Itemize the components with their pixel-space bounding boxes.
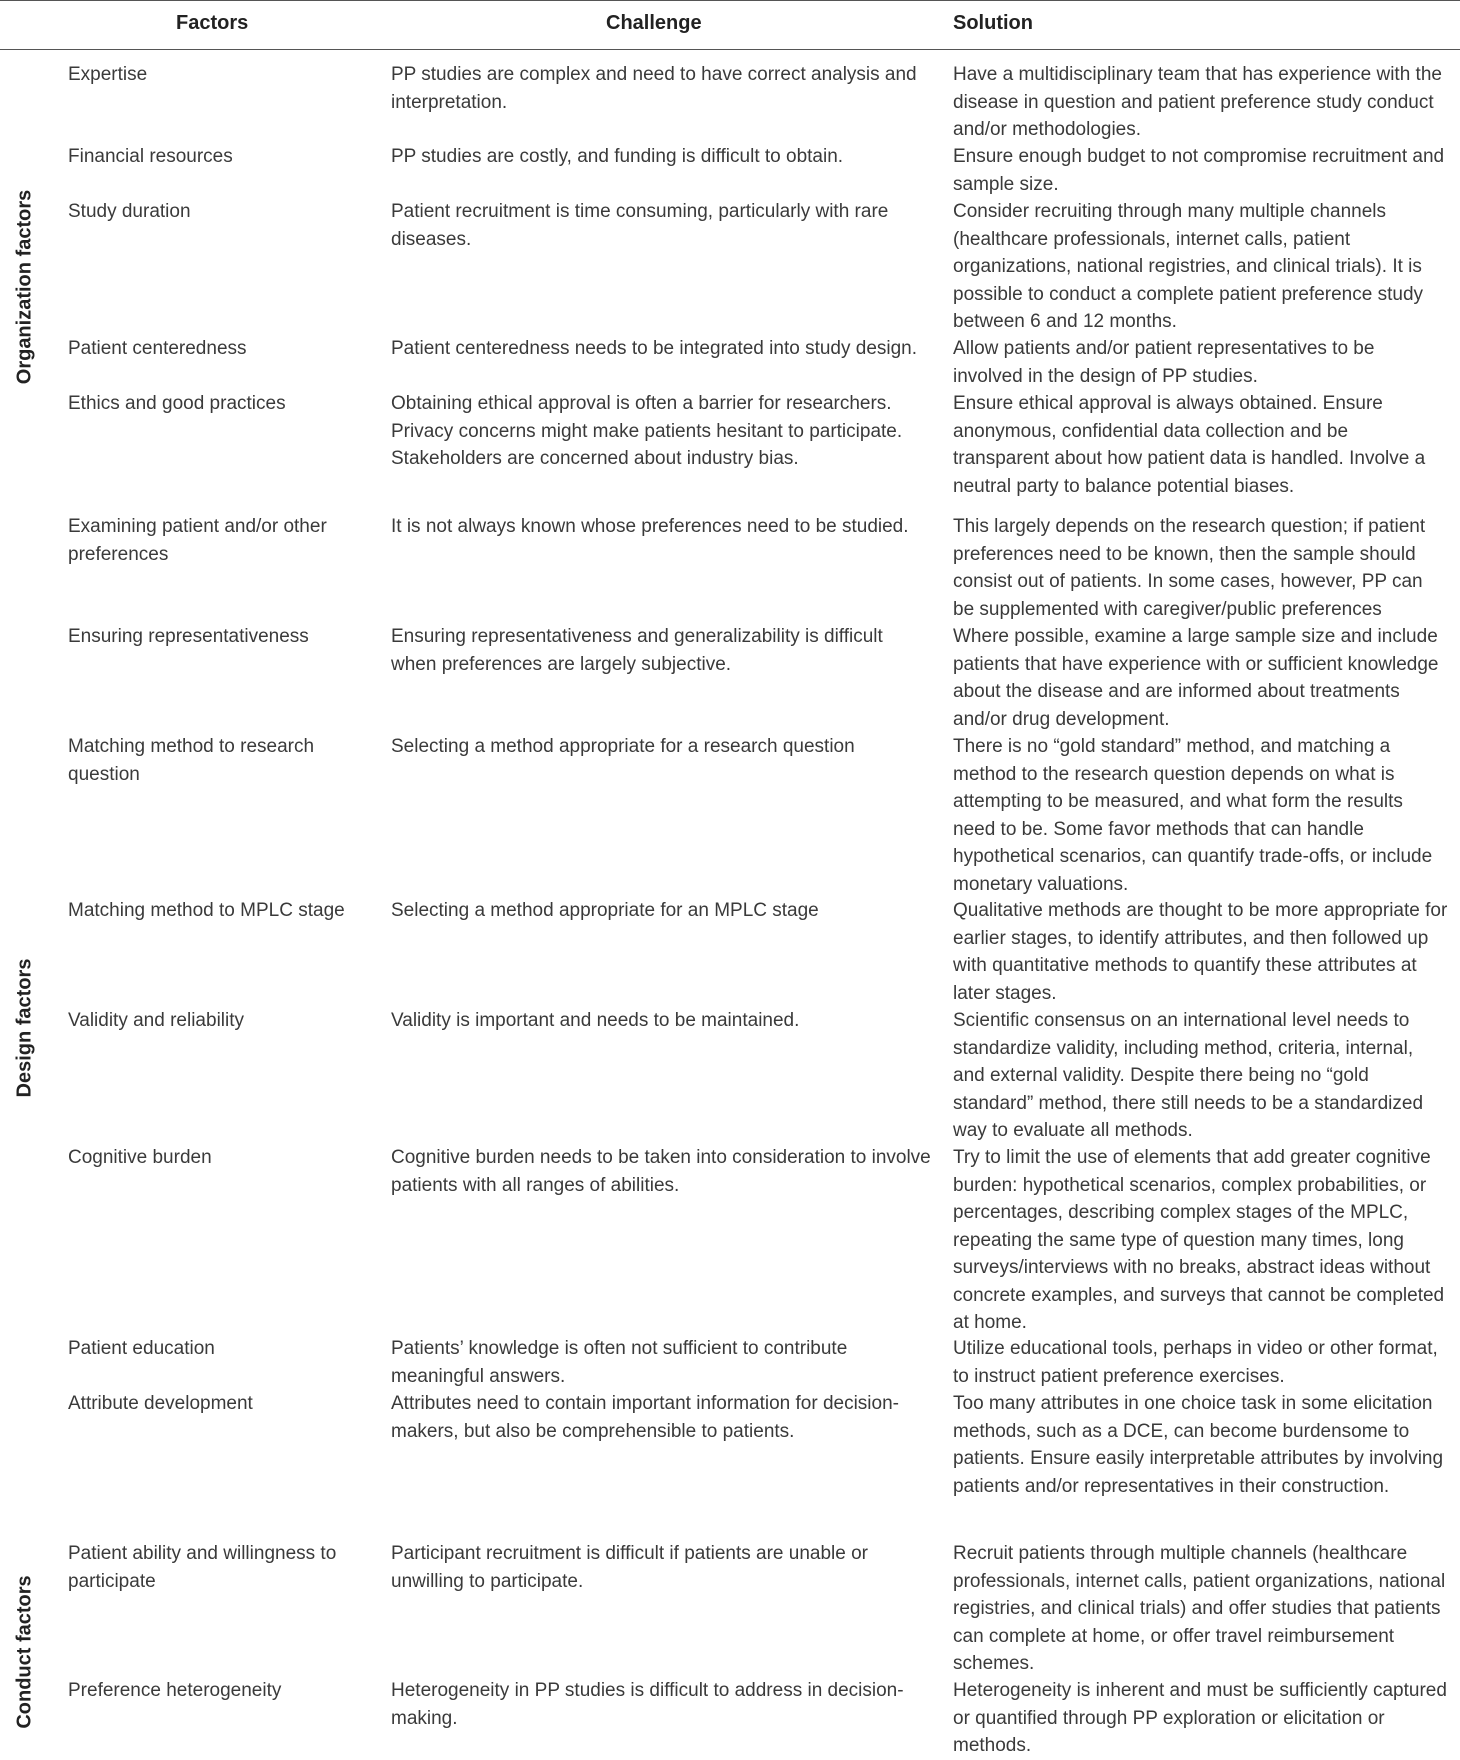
challenge-cell: Selecting a method appropriate for a research question xyxy=(391,736,855,757)
solution-cell: Utilize educational tools, perhaps in video or other format, to instruct patient preference exercises. xyxy=(953,1338,1438,1387)
factor-cell: Cognitive burden xyxy=(68,1147,212,1168)
factor-cell: Ensuring representativeness xyxy=(68,626,309,647)
solution-cell: Qualitative methods are thought to be more appropriate for earlier stages, to identify attributes, and then followed up with quantitative methods to quantify these attributes at later stages. xyxy=(953,900,1448,1004)
challenge-cell: Patient recruitment is time consuming, particularly with rare diseases. xyxy=(391,201,889,250)
challenge-cell: Cognitive burden needs to be taken into consideration to involve patients with all ranges of abilities. xyxy=(391,1147,931,1196)
challenge-cell: It is not always known whose preferences need to be studied. xyxy=(391,516,909,537)
challenge-cell: Patients’ knowledge is often not sufficient to contribute meaningful answers. xyxy=(391,1338,848,1387)
challenge-cell: Participant recruitment is difficult if patients are unable or unwilling to participate. xyxy=(391,1543,868,1592)
challenge-cell: PP studies are complex and need to have correct analysis and interpretation. xyxy=(391,64,917,113)
challenge-cell: Validity is important and needs to be maintained. xyxy=(391,1010,800,1031)
solution-cell: Have a multidisciplinary team that has experience with the disease in question and patient preference study conduct and/or methodologies. xyxy=(953,64,1442,140)
factor-cell: Financial resources xyxy=(68,146,233,167)
solution-cell: Ensure ethical approval is always obtained. Ensure anonymous, confidential data collection and be transparent about how patient data is handled. Involve a neutral party to balance potential biases. xyxy=(953,393,1426,497)
solution-cell: Ensure enough budget to not compromise recruitment and sample size. xyxy=(953,146,1445,195)
challenge-cell: Selecting a method appropriate for an MPLC stage xyxy=(391,900,819,921)
solution-cell: Heterogeneity is inherent and must be sufficiently captured or quantified through PP exploration or elicitation or methods. xyxy=(953,1680,1447,1756)
challenge-cell: Attributes need to contain important information for decision-makers, but also be comprehensible to patients. xyxy=(391,1393,899,1442)
challenge-cell: Patient centeredness needs to be integrated into study design. xyxy=(391,338,918,359)
group-label-design: Design factors xyxy=(13,958,36,1098)
solution-cell: This largely depends on the research question; if patient preferences need to be known, then the sample should consist out of patients. In some cases, however, PP can be supplemented with caregiver/public preferences xyxy=(953,516,1426,620)
factor-cell: Attribute development xyxy=(68,1393,253,1414)
factor-cell: Ethics and good practices xyxy=(68,393,286,414)
solution-cell: Try to limit the use of elements that add greater cognitive burden: hypothetical scenarios, complex probabilities, or percentages, describing complex stages of the MPLC, repeating the same type of question many times, long surveys/interviews with no breaks, abstract ideas without concrete examples, and surveys that cannot be completed at home. xyxy=(953,1147,1445,1333)
solution-cell: Recruit patients through multiple channels (healthcare professionals, internet calls, patient organizations, national registries, and clinical trials) and offer studies that patients can complete at home, or offer travel reimbursement schemes. xyxy=(953,1543,1446,1674)
solution-cell: Scientific consensus on an international level needs to standardize validity, including method, criteria, internal, and external validity. Despite there being no “gold standard” method, there still needs to be a standardized way to evaluate all methods. xyxy=(953,1010,1424,1141)
header-solution: Solution xyxy=(953,12,1033,34)
group-label-organization: Organization factors xyxy=(13,189,36,385)
header-factors: Factors xyxy=(176,12,249,34)
header-challenge: Challenge xyxy=(606,12,702,34)
solution-cell: There is no “gold standard” method, and matching a method to the research question depends on what is attempting to be measured, and what form the results need to be. Some favor methods that can handle hypothetical scenarios, can quantify trade-offs, or include monetary valuations. xyxy=(953,736,1433,895)
challenge-cell: Heterogeneity in PP studies is difficult to address in decision-making. xyxy=(391,1680,904,1729)
factor-cell: Patient ability and willingness to participate xyxy=(68,1543,337,1592)
challenge-cell: Ensuring representativeness and generalizability is difficult when preferences are largely subjective. xyxy=(391,626,883,675)
factor-cell: Validity and reliability xyxy=(68,1010,245,1031)
solution-cell: Where possible, examine a large sample size and include patients that have experience with or sufficient knowledge about the disease and are informed about treatments and/or drug development. xyxy=(953,626,1439,730)
factor-cell: Patient centeredness xyxy=(68,338,247,359)
solution-cell: Consider recruiting through many multiple channels (healthcare professionals, internet calls, patient organizations, national registries, and clinical trials). It is possible to conduct a complete patient preference study between 6 and 12 months. xyxy=(953,201,1424,332)
factor-cell: Preference heterogeneity xyxy=(68,1680,282,1701)
challenge-cell: Obtaining ethical approval is often a barrier for researchers. Privacy concerns might make patients hesitant to participate. Stakeholders are concerned about industry bias. xyxy=(391,393,903,469)
factor-cell: Patient education xyxy=(68,1338,215,1359)
factor-cell: Expertise xyxy=(68,64,148,85)
challenge-cell: PP studies are costly, and funding is difficult to obtain. xyxy=(391,146,844,167)
solution-cell: Too many attributes in one choice task in some elicitation methods, such as a DCE, can become burdensome to patients. Ensure easily interpretable attributes by involving patients and/or representatives in their construction. xyxy=(953,1393,1444,1497)
factor-cell: Matching method to MPLC stage xyxy=(68,900,345,921)
top-rule xyxy=(0,0,1460,1)
solution-cell: Allow patients and/or patient representatives to be involved in the design of PP studies. xyxy=(953,338,1375,387)
factor-cell: Study duration xyxy=(68,201,191,222)
factor-cell: Matching method to research question xyxy=(68,736,315,785)
group-label-conduct: Conduct factors xyxy=(13,1575,36,1729)
factor-cell: Examining patient and/or other preferences xyxy=(68,516,327,565)
header-rule xyxy=(0,49,1460,50)
